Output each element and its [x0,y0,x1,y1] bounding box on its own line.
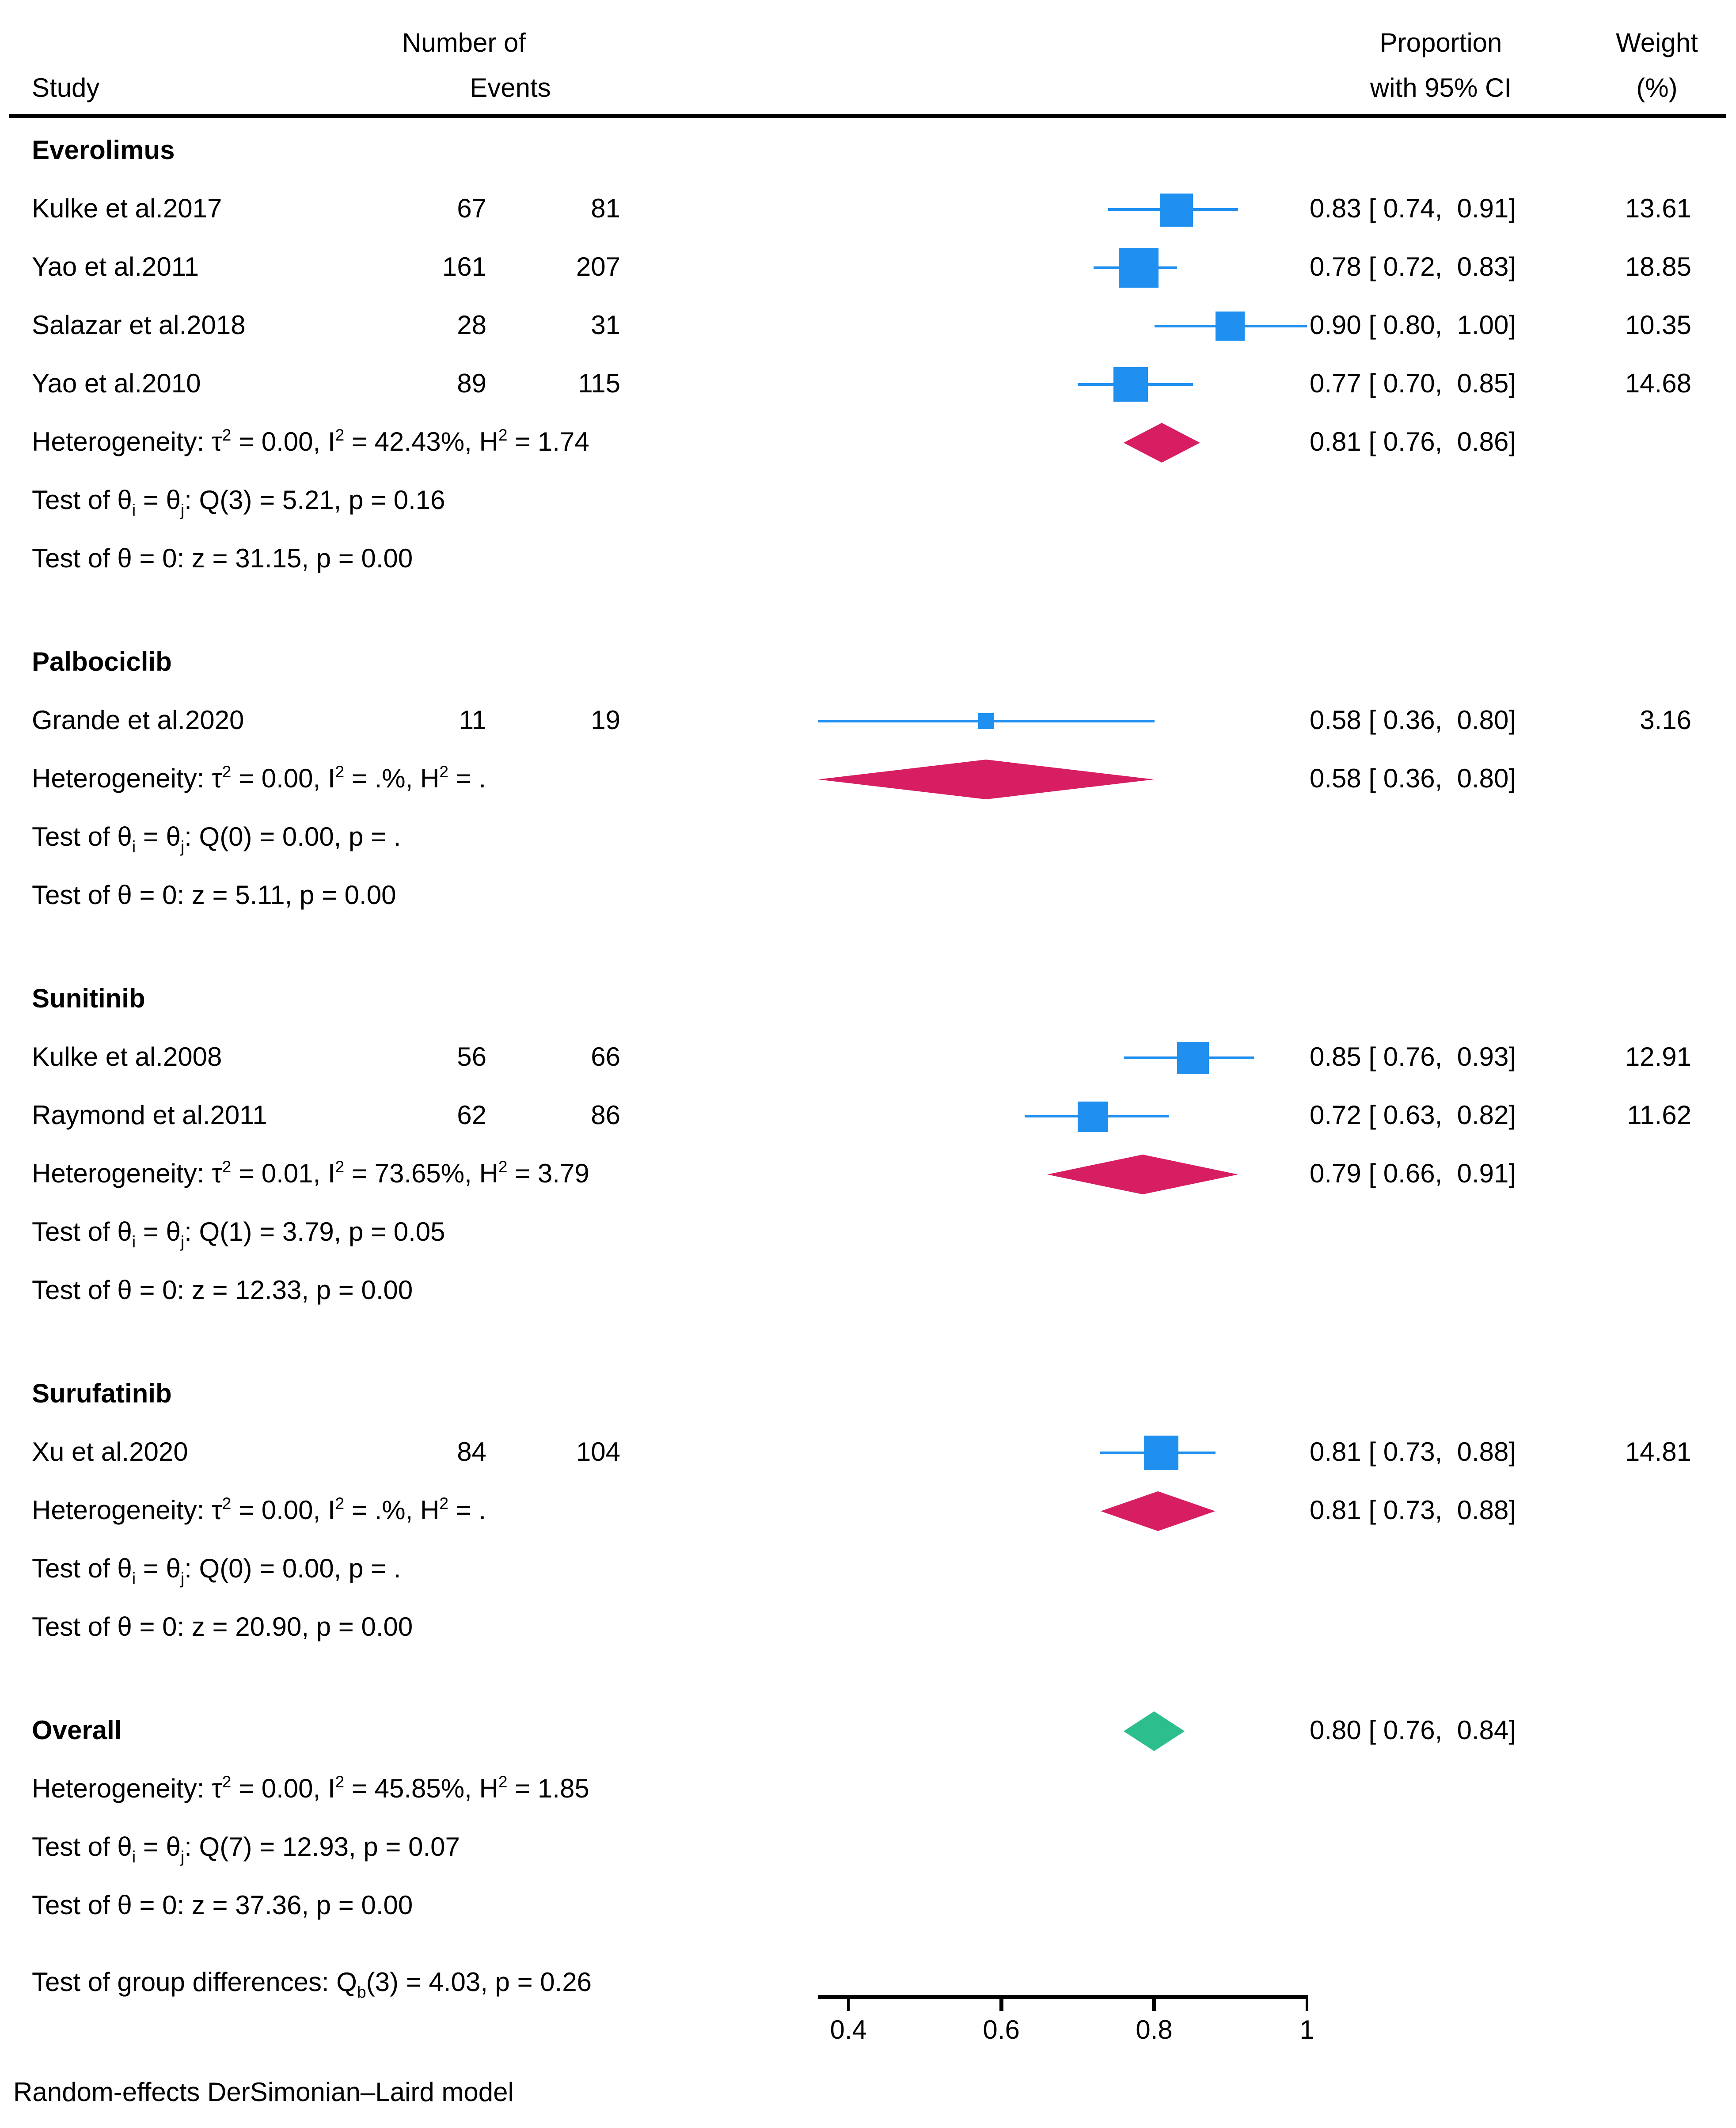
subgroup-diamond [1124,423,1200,463]
effect-square [1119,248,1159,288]
group-header-row [0,1365,1736,1424]
proportion-ci-text: 0.83 [ 0.74, 0.91] [1310,195,1516,224]
test-equality-row [0,472,1736,530]
study-row [0,355,1736,414]
effect-square [1160,193,1193,226]
effect-square [1216,312,1245,341]
column-header-study: Study [32,74,100,103]
total-count: 104 [576,1438,620,1467]
proportion-ci-text: 0.85 [ 0.76, 0.93] [1310,1043,1516,1072]
test-equality-text: Test of $\theta_i = \theta_j$: Q(7) = 12.93, p = 0.07 [32,1833,460,1866]
effect-square [978,713,994,729]
study-label: Xu et al.2020 [32,1438,188,1467]
study-row [0,239,1736,297]
test-equality-text: Test of $\theta_i = \theta_j$: Q(0) = 0.00, p = . [32,1555,401,1588]
test-equality-row [0,809,1736,867]
test-zero-row [0,1262,1736,1320]
test-zero-text: Test of θ = 0: z = 5.11, p = 0.00 [32,882,396,911]
heterogeneity-row [0,1145,1736,1204]
study-row [0,692,1736,750]
study-row [0,297,1736,355]
study-label: Grande et al.2020 [32,707,244,736]
total-count: 115 [578,370,620,399]
events-count: 161 [442,253,486,282]
proportion-ci-text: 0.77 [ 0.70, 0.85] [1310,370,1516,399]
group-name: Palbociclib [32,648,172,677]
summary-proportion-ci-text: 0.81 [ 0.76, 0.86] [1310,428,1516,457]
study-row [0,1087,1736,1145]
test-zero-text: Test of θ = 0: z = 20.90, p = 0.00 [32,1613,413,1642]
test-zero-row [0,1599,1736,1657]
test-equality-text: Test of $\theta_i = \theta_j$: Q(3) = 5.21, p = 0.16 [32,486,445,520]
x-axis-tick-label: 0.6 [983,2016,1020,2045]
heterogeneity-row [0,414,1736,472]
heterogeneity-row [0,1760,1736,1819]
study-row [0,1424,1736,1482]
weight-value: 18.85 [1625,253,1691,282]
x-axis-tick-label: 0.8 [1136,2016,1173,2045]
proportion-ci-text: 0.72 [ 0.63, 0.82] [1310,1102,1516,1131]
effect-square [1177,1042,1208,1074]
events-count: 67 [457,195,486,224]
overall-diamond [1124,1711,1185,1751]
events-count: 84 [457,1438,486,1467]
total-count: 66 [591,1043,620,1072]
column-header-proportion-line1: Proportion [1379,29,1502,58]
effect-square [1114,367,1148,402]
summary-proportion-ci-text: 0.58 [ 0.36, 0.80] [1310,765,1516,794]
x-axis-tick [847,1995,850,2011]
heterogeneity-text: Heterogeneity: $\tau^2 = 0.00$, $I^2$ = .%, $H^2$ = . [32,1494,486,1526]
study-row [0,1029,1736,1087]
events-count: 56 [457,1043,486,1072]
weight-value: 13.61 [1625,195,1691,224]
heterogeneity-row [0,750,1736,809]
total-count: 86 [591,1102,620,1131]
study-row [0,180,1736,239]
heterogeneity-text: Heterogeneity: $\tau^2 = 0.01$, $I^2 = 73.65\%$, $H^2 = 3.79$ [32,1158,589,1189]
proportion-ci-text: 0.78 [ 0.72, 0.83] [1310,253,1516,282]
column-header-weight-line2: (%) [1636,74,1678,103]
total-count: 207 [576,253,620,282]
test-zero-row [0,530,1736,589]
group-difference-row [0,1954,1736,2012]
study-label: Salazar et al.2018 [32,312,246,341]
footnote: Random-effects DerSimonian–Laird model [13,2079,514,2108]
x-axis-tick-label: 0.4 [830,2016,867,2045]
x-axis-tick [1152,1995,1156,2011]
x-axis-tick-label: 1 [1299,2016,1314,2045]
x-axis-line [818,1995,1307,1999]
events-count: 89 [457,370,486,399]
column-header-events-line2: Events [470,74,551,103]
subgroup-diamond [1101,1491,1215,1531]
proportion-ci-text: 0.90 [ 0.80, 1.00] [1310,312,1516,341]
study-label: Kulke et al.2017 [32,195,222,224]
test-equality-row [0,1204,1736,1262]
proportion-ci-text: 0.81 [ 0.73, 0.88] [1310,1438,1516,1467]
test-zero-row [0,867,1736,925]
column-header-weight-line1: Weight [1616,29,1698,58]
test-equality-row [0,1819,1736,1877]
group-header-row [0,634,1736,692]
summary-proportion-ci-text: 0.80 [ 0.76, 0.84] [1310,1717,1516,1746]
study-label: Yao et al.2011 [32,253,199,282]
weight-value: 11.62 [1627,1102,1691,1131]
test-equality-text: Test of $\theta_i = \theta_j$: Q(0) = 0.00, p = . [32,823,401,856]
weight-value: 12.91 [1625,1043,1691,1072]
test-zero-row [0,1877,1736,1935]
proportion-ci-text: 0.58 [ 0.36, 0.80] [1310,707,1516,736]
total-count: 31 [591,312,620,341]
group-name: Surufatinib [32,1380,172,1409]
test-zero-text: Test of θ = 0: z = 37.36, p = 0.00 [32,1892,413,1921]
effect-square [1144,1436,1179,1470]
study-label: Raymond et al.2011 [32,1102,267,1131]
heterogeneity-row [0,1482,1736,1540]
column-header-events-line1: Number of [402,29,526,58]
weight-value: 14.68 [1625,370,1691,399]
group-name: Sunitinib [32,985,145,1014]
x-axis-tick [999,1995,1003,2011]
subgroup-diamond [1047,1155,1238,1194]
column-header-proportion-line2: with 95% CI [1370,74,1512,103]
study-label: Kulke et al.2008 [32,1043,222,1072]
header-rule [9,114,1726,118]
weight-value: 3.16 [1640,707,1691,736]
study-label: Yao et al.2010 [32,370,201,399]
group-header-row [0,122,1736,180]
summary-proportion-ci-text: 0.81 [ 0.73, 0.88] [1310,1497,1516,1526]
total-count: 81 [591,195,620,224]
test-zero-text: Test of θ = 0: z = 12.33, p = 0.00 [32,1277,413,1306]
subgroup-diamond [818,760,1154,799]
group-difference-text: Test of group differences: $Q_b(3) = 4.03$, p = 0.26 [32,1968,592,2002]
test-equality-row [0,1540,1736,1599]
x-axis-tick [1305,1995,1309,2011]
weight-value: 14.81 [1625,1438,1691,1467]
weight-value: 10.35 [1625,312,1691,341]
group-header-row [0,970,1736,1029]
events-count: 28 [457,312,486,341]
summary-proportion-ci-text: 0.79 [ 0.66, 0.91] [1310,1160,1516,1189]
group-header-row [0,1702,1736,1760]
heterogeneity-text: Heterogeneity: $\tau^2 = 0.00$, $I^2$ = .%, $H^2$ = . [32,763,486,794]
events-count: 62 [457,1102,486,1131]
test-equality-text: Test of $\theta_i = \theta_j$: Q(1) = 3.79, p = 0.05 [32,1218,445,1251]
effect-square [1078,1101,1108,1132]
total-count: 19 [591,707,620,736]
test-zero-text: Test of θ = 0: z = 31.15, p = 0.00 [32,545,413,574]
group-name: Overall [32,1717,122,1746]
heterogeneity-text: Heterogeneity: $\tau^2 = 0.00$, $I^2 = 42.43\%$, $H^2 = 1.74$ [32,426,589,457]
events-count: 11 [459,707,486,736]
group-name: Everolimus [32,137,175,166]
heterogeneity-text: Heterogeneity: $\tau^2 = 0.00$, $I^2 = 45.85\%$, $H^2 = 1.85$ [32,1773,589,1804]
